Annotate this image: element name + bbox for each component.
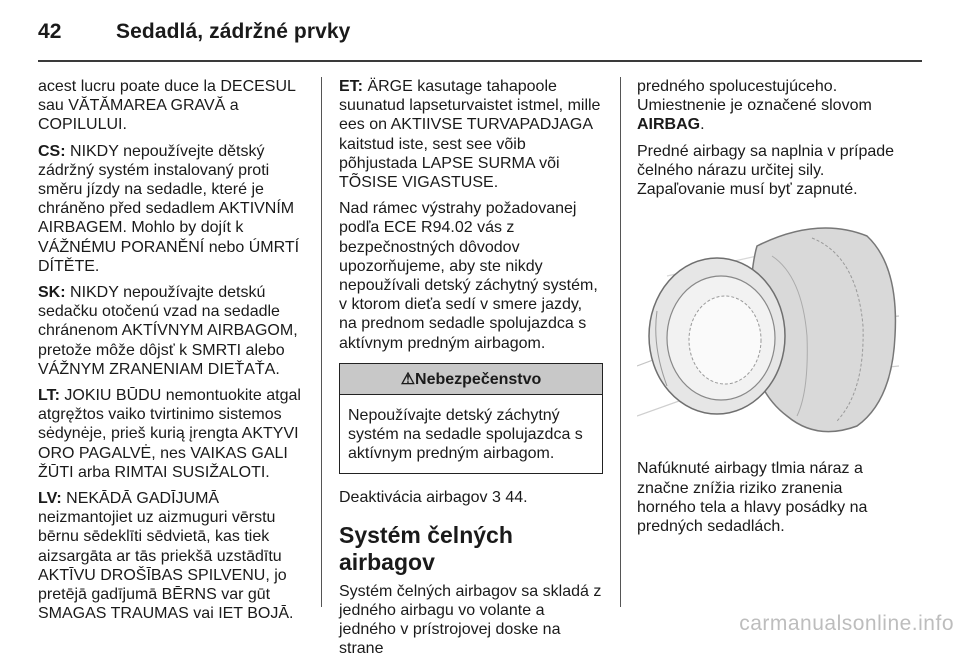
paragraph-lt (38, 386, 306, 482)
cs-text: NIKDY nepoužívejte dětský zádržný systém instalovaný proti směru jízdy na sedadle, které je chráněno před sedadlem AKTIVNÍM AIRBAGEM. Mohlo by dojít k VÁŽNÉMU PORANĚNÍ nebo ÚMRTÍ DÍTĚTE. (38, 142, 300, 275)
column-3 (637, 77, 899, 543)
location-text: predného spolucestujúceho. Umiestnenie je označené slovom (637, 78, 872, 115)
warning-triangle-icon: ⚠ (400, 370, 416, 388)
lt-text: JOKIU BŪDU nemontuokite atgal atgręžtos vaiko tvirtinimo sistemos sėdynėje, prieš kurią įrengta AKTYVI ORO PAGALVĖ, nes VAIKAS GALI ŽŪTI arba RIMTAI SUSIŽALOTI. (38, 387, 301, 481)
paragraph-ro-end: acest lucru poate duce la DECESUL sau VĂTĂMAREA GRAVĂ a COPILULUI. (38, 78, 296, 134)
sk-label: SK: (38, 284, 66, 302)
column-divider-2 (620, 77, 621, 607)
paragraph-inflation (637, 142, 899, 200)
lt-label: LT: (38, 387, 60, 405)
sk-text: NIKDY nepoužívajte detskú sedačku otočenú vzad na sedadle chránenom AKTÍVNYM AIRBAGOM, pretože môže dôjsť k SMRTI alebo VÁŽNYM ZRANENIAM DIEŤAŤA. (38, 284, 298, 378)
warning-title: Nebezpečenstvo (415, 370, 542, 388)
et-label: ET: (339, 78, 363, 95)
deactivation-text: Deaktivácia airbagov (339, 488, 492, 506)
paragraph-et (339, 77, 603, 192)
airbag-illustration (637, 216, 899, 446)
lv-text: NEKĀDĀ GADĪJUMĀ neizmantojiet uz aizmuguri vērstu bērnu sēdeklīti sēdvietā, kas tiek aizsargāta ar tās priekšā uzstādītu AKTĪVU DROŠĪBAS SPILVENU, jo pretējā gadījumā BĒRNS var gūt SMAGAS TRAUMAS vai IET BOJĀ. (38, 490, 294, 623)
page-reference-link[interactable]: 3 44. (491, 488, 528, 506)
page-number: 42 (38, 20, 62, 43)
et-text: ÄRGE kasutage tahapoole suunatud lapseturvaistet istmel, mille ees on AKTIIVSE TURVAPADJAGA kaitstud iste, sest see võib põhjustada LAPSE SURMA või TÕSISE VIGASTUSE. (339, 78, 601, 192)
paragraph-protection: Nafúknuté airbagy tlmia náraz a značne znížia riziko zranenia horného tela a hlavy posádky na predných sedadlách. (637, 460, 868, 536)
ignition-text: Zapaľovanie musí byť zapnuté. (637, 181, 858, 199)
warning-text: Nepoužívajte detský záchytný systém na sedadle spolujazdca s aktívnym predným airbagom. (348, 407, 583, 463)
cs-label: CS: (38, 142, 66, 160)
section-intro: Systém čelných airbagov sa skladá z jedného airbagu vo volante a jedného v prístrojovej doske na strane (339, 582, 602, 658)
inflation-text: Predné airbagy sa naplnia v prípade čelného nárazu určitej sily. (637, 142, 895, 179)
paragraph-location (637, 77, 899, 135)
header-rule (38, 60, 922, 62)
paragraph-lv (38, 489, 306, 623)
column-2 (339, 77, 603, 666)
warning-header (340, 364, 602, 395)
page-title: Sedadlá, zádržné prvky (116, 20, 351, 43)
paragraph-sk (38, 283, 306, 379)
column-1 (38, 77, 306, 630)
section-heading: Systém čelných airbagov (339, 521, 513, 575)
column-divider-1 (321, 77, 322, 607)
page-header (38, 20, 350, 44)
paragraph-ece-note: Nad rámec výstrahy požadovanej podľa ECE R94.02 vás z bezpečnostných dôvodov upozorňujeme, aby ste nikdy nepoužívali detský záchytný systém, v ktorom dieťa sedí v smere jazdy, na prednom sedadle spolujazdca s aktívnym predným airbagom. (339, 200, 598, 352)
lv-label: LV: (38, 490, 62, 508)
airbag-tail: . (700, 116, 705, 134)
warning-box (339, 363, 603, 474)
deactivation-reference (339, 488, 603, 507)
paragraph-cs (38, 142, 306, 276)
watermark: carmanualsonline.info (739, 612, 954, 635)
steering-wheel-airbag-shape (649, 258, 785, 414)
airbag-word: AIRBAG (637, 116, 701, 134)
